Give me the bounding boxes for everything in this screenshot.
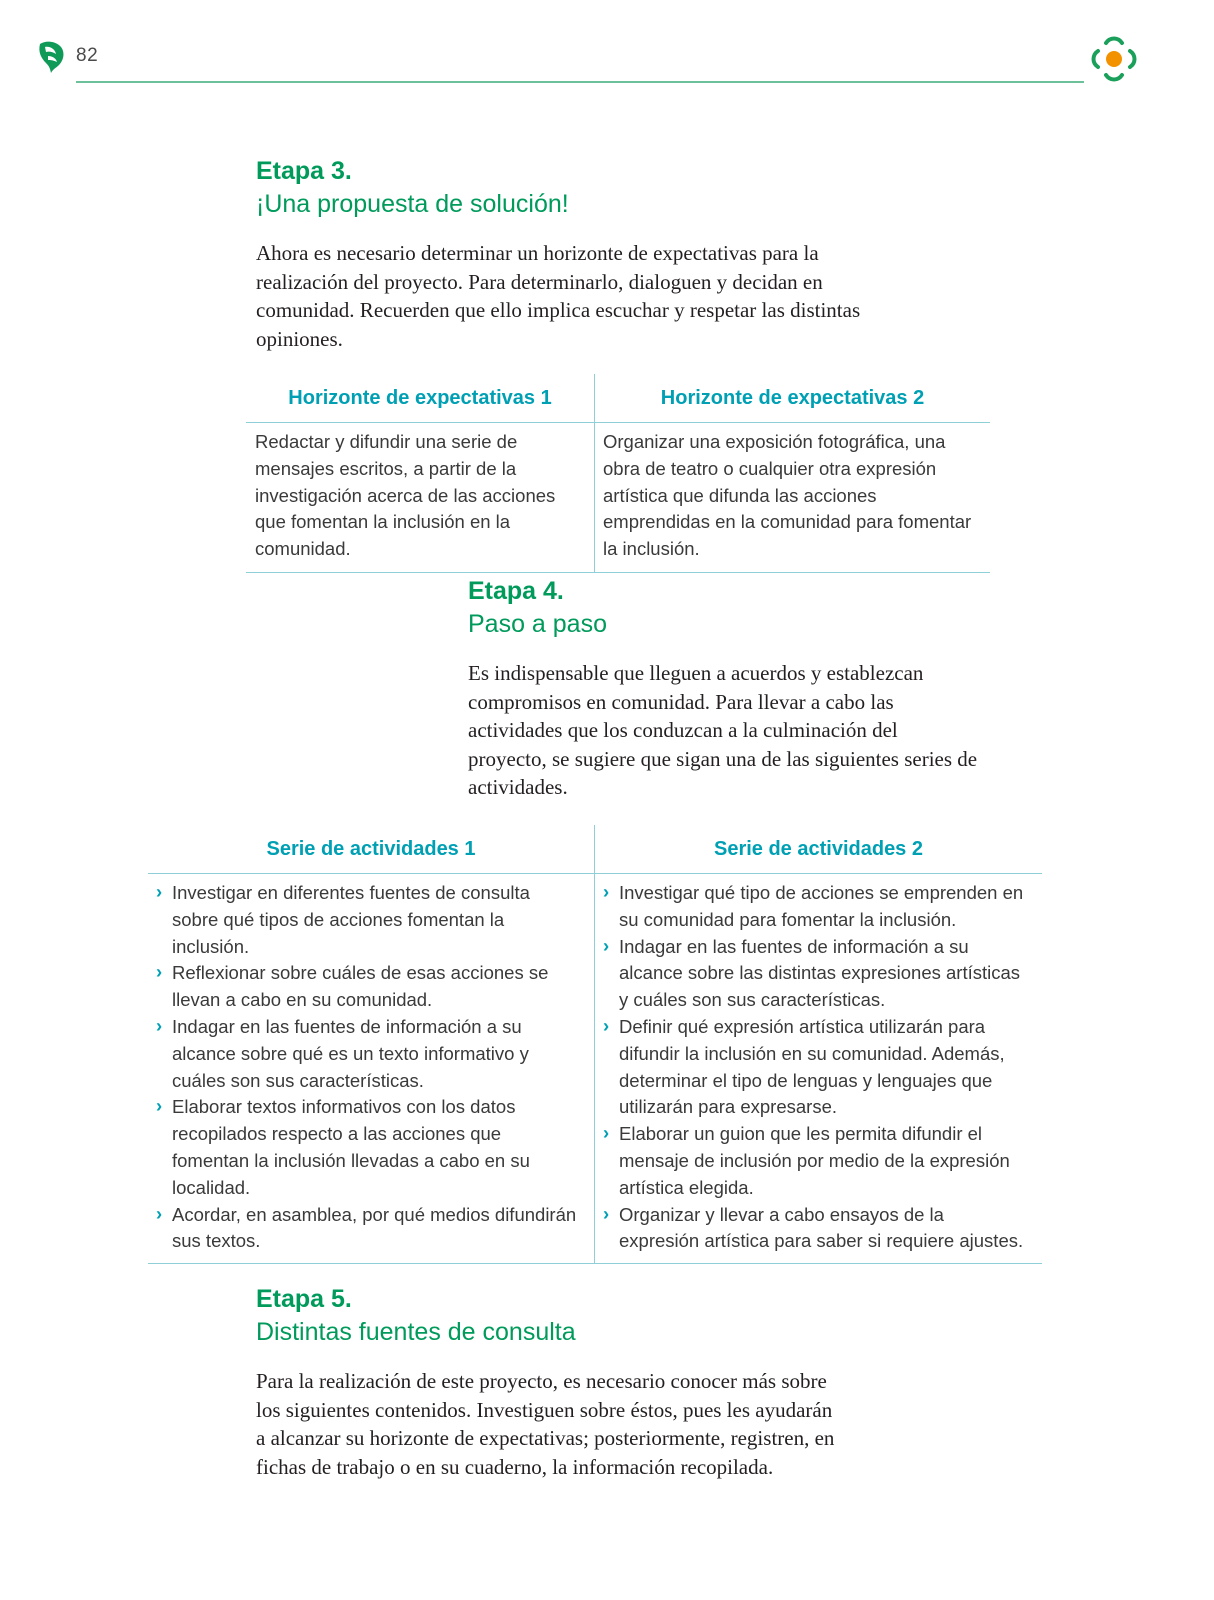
stage3-number: Etapa 3.: [256, 157, 352, 185]
series-col-1: [148, 825, 594, 1263]
stage4-paragraph: Es indispensable que lleguen a acuerdos y establezcan compromisos en comunidad. Para llevar a cabo las actividades que los conduzcan a la culminación del proyecto, se sugiere que sigan una de las siguientes series de actividades.: [468, 661, 978, 799]
stage4-title: Paso a paso: [468, 610, 607, 638]
list-item: › Investigar qué tipo de acciones se emprenden en su comunidad para fomentar la inclusión.: [595, 880, 1028, 934]
series-col-2-list: [595, 880, 1028, 1255]
series-table: [148, 825, 1042, 1264]
community-badge-icon: [1088, 33, 1140, 85]
horizons-col-2-heading: Horizonte de expectativas 2: [595, 374, 990, 423]
stage3-paragraph: Ahora es necesario determinar un horizonte de expectativas para la realización del proyecto. Para determinarlo, dialoguen y decidan en comunidad. Recuerden que ello implica escuchar y respetar las distintas opiniones.: [256, 241, 861, 351]
horizons-col-1: [246, 374, 594, 572]
stage5-number: Etapa 5.: [256, 1285, 352, 1313]
horizons-table: [246, 374, 990, 573]
list-item: › Definir qué expresión artística utilizarán para difundir la inclusión en su comunidad. Además, determinar el tipo de lenguas y lenguajes que utilizarán para expresarse.: [595, 1014, 1028, 1121]
series-col-1-body: [148, 874, 594, 1263]
list-item: › Organizar y llevar a cabo ensayos de la expresión artística para saber si requiere ajustes.: [595, 1202, 1028, 1256]
list-item: › Elaborar textos informativos con los datos recopilados respecto a las acciones que fomentan la inclusión llevadas a cabo en su localidad.: [148, 1094, 580, 1201]
list-item: › Acordar, en asamblea, por qué medios difundirán sus textos.: [148, 1202, 580, 1256]
header-rule: [76, 81, 1084, 83]
series-col-1-list: [148, 880, 580, 1255]
stage5-heading: [256, 1283, 576, 1349]
horizons-col-2: [594, 374, 990, 572]
stage3-heading: [256, 155, 569, 221]
list-item: › Indagar en las fuentes de información a su alcance sobre qué es un texto informativo y cuáles son sus características.: [148, 1014, 580, 1094]
horizons-col-1-text: Redactar y difundir una serie de mensajes escritos, a partir de la investigación acerca de las acciones que fomentan la inclusión en la comunidad.: [255, 431, 556, 560]
stage4-heading: [468, 575, 607, 641]
series-col-2: [594, 825, 1042, 1263]
horizons-col-1-heading: Horizonte de expectativas 1: [246, 374, 594, 423]
list-item: › Elaborar un guion que les permita difundir el mensaje de inclusión por medio de la expresión artística elegida.: [595, 1121, 1028, 1201]
leaf-icon: [37, 38, 67, 74]
horizons-col-1-body: [246, 423, 594, 572]
series-col-2-heading: Serie de actividades 2: [595, 825, 1042, 874]
list-item: › Investigar en diferentes fuentes de consulta sobre qué tipos de acciones fomentan la inclusión.: [148, 880, 580, 960]
stage4-number: Etapa 4.: [468, 577, 564, 605]
stage5-title: Distintas fuentes de consulta: [256, 1318, 576, 1346]
horizons-col-2-text: Organizar una exposición fotográfica, una obra de teatro o cualquier otra expresión artística que difunda las acciones emprendidas en la comunidad para fomentar la inclusión.: [603, 431, 972, 560]
list-item: › Indagar en las fuentes de información a su alcance sobre las distintas expresiones artísticas y cuáles son sus características.: [595, 934, 1028, 1014]
page-number: 82: [76, 45, 99, 66]
list-item: › Reflexionar sobre cuáles de esas acciones se llevan a cabo en su comunidad.: [148, 960, 580, 1014]
horizons-col-2-body: [595, 423, 990, 572]
series-col-2-body: [595, 874, 1042, 1263]
series-col-1-heading: Serie de actividades 1: [148, 825, 594, 874]
stage5-paragraph: Para la realización de este proyecto, es necesario conocer más sobre los siguientes contenidos. Investiguen sobre éstos, pues les ayudarán a alcanzar su horizonte de expectativas; posteriormente, registren, en fichas de trabajo o en su cuaderno, la información recopilada.: [256, 1369, 835, 1479]
stage3-title: ¡Una propuesta de solución!: [256, 190, 569, 218]
